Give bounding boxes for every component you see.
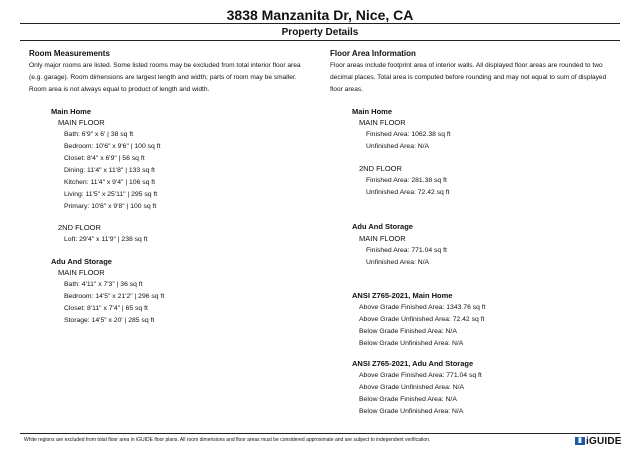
section-adu-storage: Adu And Storage xyxy=(352,222,413,231)
room-item: Closet: 8'11" x 7'4" | 65 sq ft xyxy=(64,305,148,312)
room-measurements-desc-line: (e.g. garage). Room dimensions are largest length and width; parts of room may be smaller. xyxy=(29,74,297,81)
section-ansi-adu-storage: ANSI Z765-2021, Adu And Storage xyxy=(352,359,474,368)
floor-label: 2ND FLOOR xyxy=(58,223,101,232)
room-item: Storage: 14'5" x 20' | 285 sq ft xyxy=(64,317,155,324)
floor-label: 2ND FLOOR xyxy=(359,164,402,173)
section-adu-storage: Adu And Storage xyxy=(51,257,112,266)
section-main-home: Main Home xyxy=(352,107,393,116)
room-item: Kitchen: 11'4" x 9'4" | 106 sq ft xyxy=(64,179,156,186)
section-ansi-main-home: ANSI Z765-2021, Main Home xyxy=(352,291,453,300)
room-item: Living: 11'5" x 25'11" | 295 sq ft xyxy=(64,191,158,198)
area-item: Finished Area: 281.38 sq ft xyxy=(366,177,447,184)
area-item: Finished Area: 771.04 sq ft xyxy=(366,247,447,254)
room-item: Closet: 8'4" x 6'9" | 56 sq ft xyxy=(64,155,145,162)
floor-area-heading: Floor Area Information xyxy=(330,49,416,58)
floor-label: MAIN FLOOR xyxy=(58,268,105,277)
floor-label: MAIN FLOOR xyxy=(359,234,406,243)
area-item: Finished Area: 1062.38 sq ft xyxy=(366,131,451,138)
room-item: Primary: 10'6" x 9'8" | 100 sq ft xyxy=(64,203,157,210)
room-item: Loft: 29'4" x 11'9" | 238 sq ft xyxy=(64,236,148,243)
room-measurements-desc-line: Room area is not always equal to product of length and width. xyxy=(29,86,210,93)
room-item: Dining: 11'4" x 11'8" | 133 sq ft xyxy=(64,167,155,174)
page-subtitle: Property Details xyxy=(281,27,359,38)
page-title: 3838 Manzanita Dr, Nice, CA xyxy=(226,7,414,23)
iguide-logo xyxy=(575,436,622,447)
iguide-logo-text: iGUIDE xyxy=(586,436,622,447)
title-divider xyxy=(20,23,620,24)
area-item: Unfinished Area: N/A xyxy=(366,143,430,150)
footer-disclaimer: White regions are excluded from total floor area in iGUIDE floor plans. All room dimensions and floor areas must be considered approximate and are subject to independent verification. xyxy=(24,437,431,443)
room-item: Bedroom: 14'5" x 21'2" | 296 sq ft xyxy=(64,293,165,300)
floor-area-desc-line: floor areas. xyxy=(330,86,363,93)
area-item: Unfinished Area: N/A xyxy=(366,259,430,266)
area-item: Below Grade Finished Area: N/A xyxy=(359,328,457,335)
footer-divider xyxy=(20,433,620,434)
area-item: Below Grade Finished Area: N/A xyxy=(359,396,457,403)
area-item: Above Grade Unfinished Area: N/A xyxy=(359,384,465,391)
area-item: Above Grade Finished Area: 1343.76 sq ft xyxy=(359,304,486,311)
area-item: Above Grade Finished Area: 771.04 sq ft xyxy=(359,372,482,379)
iguide-logo-icon: ▮ xyxy=(575,437,585,445)
room-item: Bath: 4'11" x 7'3" | 36 sq ft xyxy=(64,281,143,288)
section-main-home: Main Home xyxy=(51,107,92,116)
area-item: Above Grade Unfinished Area: 72.42 sq ft xyxy=(359,316,485,323)
room-measurements-desc-line: Only major rooms are listed. Some listed rooms may be excluded from total interior floor area xyxy=(29,62,301,69)
floor-label: MAIN FLOOR xyxy=(359,118,406,127)
floor-label: MAIN FLOOR xyxy=(58,118,105,127)
floor-area-desc-line: decimal places. Total area is computed before rounding and may not equal to sum of displayed xyxy=(330,74,607,81)
subtitle-divider xyxy=(20,40,620,41)
area-item: Below Grade Unfinished Area: N/A xyxy=(359,408,464,415)
floor-area-desc-line: Floor areas include footprint area of interior walls. All displayed floor areas are rounded to two xyxy=(330,62,603,69)
area-item: Unfinished Area: 72.42 sq ft xyxy=(366,189,450,196)
area-item: Below Grade Unfinished Area: N/A xyxy=(359,340,464,347)
room-measurements-heading: Room Measurements xyxy=(29,49,110,58)
room-item: Bedroom: 10'6" x 9'6" | 100 sq ft xyxy=(64,143,161,150)
room-item: Bath: 6'9" x 6' | 38 sq ft xyxy=(64,131,134,138)
